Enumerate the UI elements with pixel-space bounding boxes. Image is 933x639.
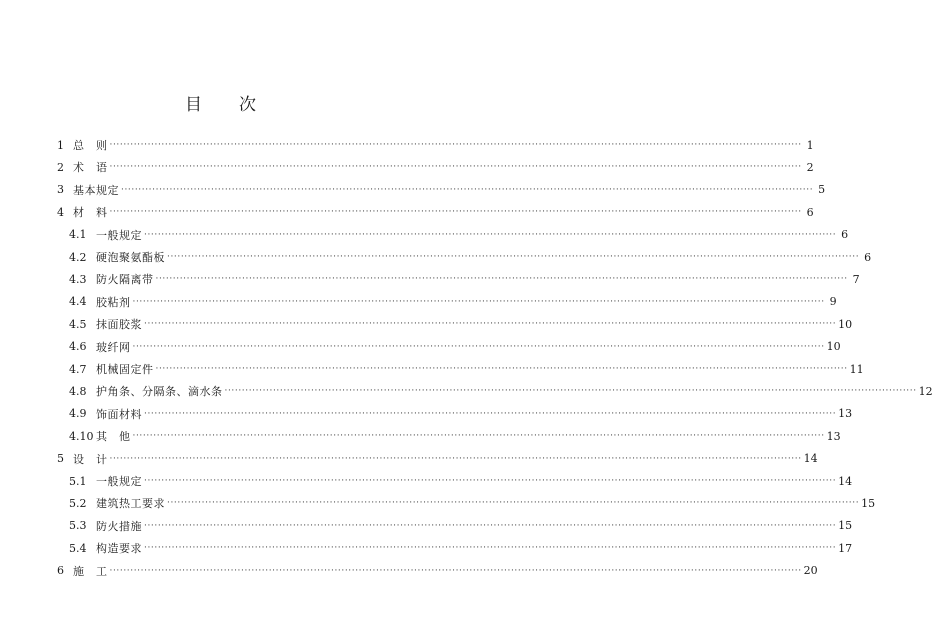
toc-entry[interactable]	[69, 338, 841, 356]
toc-entry-page: 13	[826, 429, 841, 443]
toc-entry-label: 材 料	[73, 206, 108, 220]
toc-entry[interactable]	[69, 405, 853, 423]
toc-entry-label: 机械固定件	[96, 363, 154, 376]
toc-entry-number: 4.10	[69, 429, 94, 443]
toc-entry-number: 4.1	[69, 228, 87, 242]
toc-entry-number: 4.7	[69, 362, 87, 376]
toc-leader-dots: ········································································································································································································	[224, 386, 917, 397]
toc-leader-dots: ········································································································································································································	[144, 408, 837, 419]
toc-leader-dots: ········································································································································································································	[132, 431, 825, 442]
toc-entry-page: 11	[849, 362, 864, 376]
toc-entry-number: 4.8	[69, 384, 87, 398]
toc-entry[interactable]	[69, 360, 864, 378]
toc-entry[interactable]	[57, 181, 826, 199]
toc-leader-dots: ········································································································································································································	[132, 296, 825, 307]
toc-entry-page: 6	[864, 250, 872, 264]
toc-leader-dots: ········································································································································································································	[144, 319, 837, 330]
toc-entry-page: 10	[838, 317, 853, 331]
toc-entry-number: 4.2	[69, 250, 87, 264]
toc-leader-dots: ········································································································································································································	[144, 476, 837, 486]
toc-entry-number: 4.9	[69, 407, 87, 421]
toc-entry-number: 3	[57, 183, 64, 197]
toc-entry-label: 构造要求	[96, 542, 142, 556]
toc-leader-dots: ········································································································································································································	[109, 162, 802, 173]
toc-entry-number: 5	[57, 452, 64, 466]
toc-entry-page: 20	[803, 564, 818, 578]
toc-entry[interactable]	[57, 136, 814, 154]
toc-leader-dots: ········································································································································································································	[109, 140, 802, 150]
toc-entry-label: 建筑热工要求	[96, 497, 165, 511]
toc-entry[interactable]	[69, 382, 933, 400]
toc-leader-dots: ········································································································································································································	[132, 341, 825, 352]
toc-entry-label: 胶粘剂	[96, 295, 131, 309]
toc-entry-label: 施 工	[73, 564, 108, 578]
toc-entry-label: 一般规定	[96, 228, 142, 242]
toc-entry[interactable]	[57, 158, 814, 176]
toc-leader-dots: ········································································································································································································	[144, 520, 837, 531]
toc-entry[interactable]	[69, 315, 853, 333]
toc-entry-page: 7	[852, 272, 860, 286]
toc-leader-dots: ········································································································································································································	[109, 207, 802, 218]
toc-entry[interactable]	[69, 472, 853, 490]
toc-entry-page: 10	[826, 340, 841, 354]
toc-entry-number: 5.4	[69, 541, 87, 555]
toc-entry-page: 6	[841, 228, 849, 242]
toc-entry-number: 1	[57, 138, 64, 152]
toc-entry-number: 4.6	[69, 340, 87, 354]
toc-entry-label: 一般规定	[96, 475, 142, 488]
toc-entry-label: 抹面胶浆	[96, 318, 142, 332]
toc-entry-label: 玻纤网	[96, 340, 131, 354]
toc-entry-label: 其 他	[96, 430, 131, 444]
toc-entry[interactable]	[69, 248, 872, 266]
toc-entry-label: 防火隔离带	[96, 273, 154, 287]
toc-entry[interactable]	[69, 270, 860, 288]
toc-title-char-1: 目	[185, 95, 203, 115]
toc-entry-page: 15	[838, 519, 853, 533]
toc-entry[interactable]	[69, 293, 837, 311]
toc-entry[interactable]	[69, 539, 853, 557]
toc-entry-label: 硬泡聚氨酯板	[96, 251, 165, 264]
toc-entry-label: 护角条、分隔条、滴水条	[96, 385, 223, 399]
toc-entry-number: 6	[57, 564, 64, 578]
toc-leader-dots: ········································································································································································································	[121, 184, 814, 195]
toc-entry[interactable]	[69, 517, 853, 535]
toc-title-char-2: 次	[239, 95, 257, 115]
toc-entry-number: 5.3	[69, 519, 87, 533]
toc-entry-label: 防火措施	[96, 519, 142, 533]
toc-entry-page: 17	[838, 541, 853, 555]
toc-entry[interactable]	[57, 562, 818, 580]
toc-entry[interactable]	[57, 203, 814, 221]
toc-entry-label: 术 语	[73, 161, 108, 175]
toc-entry-number: 5.2	[69, 496, 87, 510]
toc-entry-number: 4	[57, 205, 64, 219]
toc-entry[interactable]	[69, 427, 841, 445]
toc-leader-dots: ········································································································································································································	[144, 543, 837, 554]
toc-entry-page: 13	[838, 407, 853, 421]
toc-title	[0, 90, 442, 115]
toc-entry-number: 4.5	[69, 317, 87, 331]
toc-entry[interactable]	[57, 450, 818, 468]
toc-entry-label: 基本规定	[73, 183, 119, 197]
toc-entry-page: 9	[829, 295, 837, 309]
toc-leader-dots: ········································································································································································································	[167, 252, 860, 262]
toc-entry-page: 15	[861, 496, 876, 510]
toc-entry-page: 2	[806, 160, 814, 174]
toc-leader-dots: ········································································································································································································	[144, 229, 837, 240]
toc-entry-page: 6	[806, 205, 814, 219]
toc-entry-number: 4.3	[69, 272, 87, 286]
toc-leader-dots: ········································································································································································································	[155, 364, 848, 374]
toc-entry-page: 5	[818, 183, 826, 197]
toc-entry-page: 14	[838, 474, 853, 488]
toc-entry-label: 总 则	[73, 139, 108, 152]
toc-entry[interactable]	[69, 226, 849, 244]
toc-entry-page: 12	[918, 384, 933, 398]
toc-entry-label: 饰面材料	[96, 407, 142, 421]
toc-leader-dots: ········································································································································································································	[167, 498, 860, 509]
toc-entry[interactable]	[69, 494, 876, 512]
toc-entry-number: 4.4	[69, 295, 87, 309]
toc-leader-dots: ········································································································································································································	[109, 453, 802, 464]
toc-leader-dots: ········································································································································································································	[109, 565, 802, 576]
toc-leader-dots: ········································································································································································································	[155, 274, 848, 285]
toc-entry-number: 2	[57, 160, 64, 174]
toc-entry-page: 1	[806, 138, 814, 152]
toc-entry-number: 5.1	[69, 474, 87, 488]
toc-entry-label: 设 计	[73, 452, 108, 466]
toc-entry-page: 14	[803, 452, 818, 466]
